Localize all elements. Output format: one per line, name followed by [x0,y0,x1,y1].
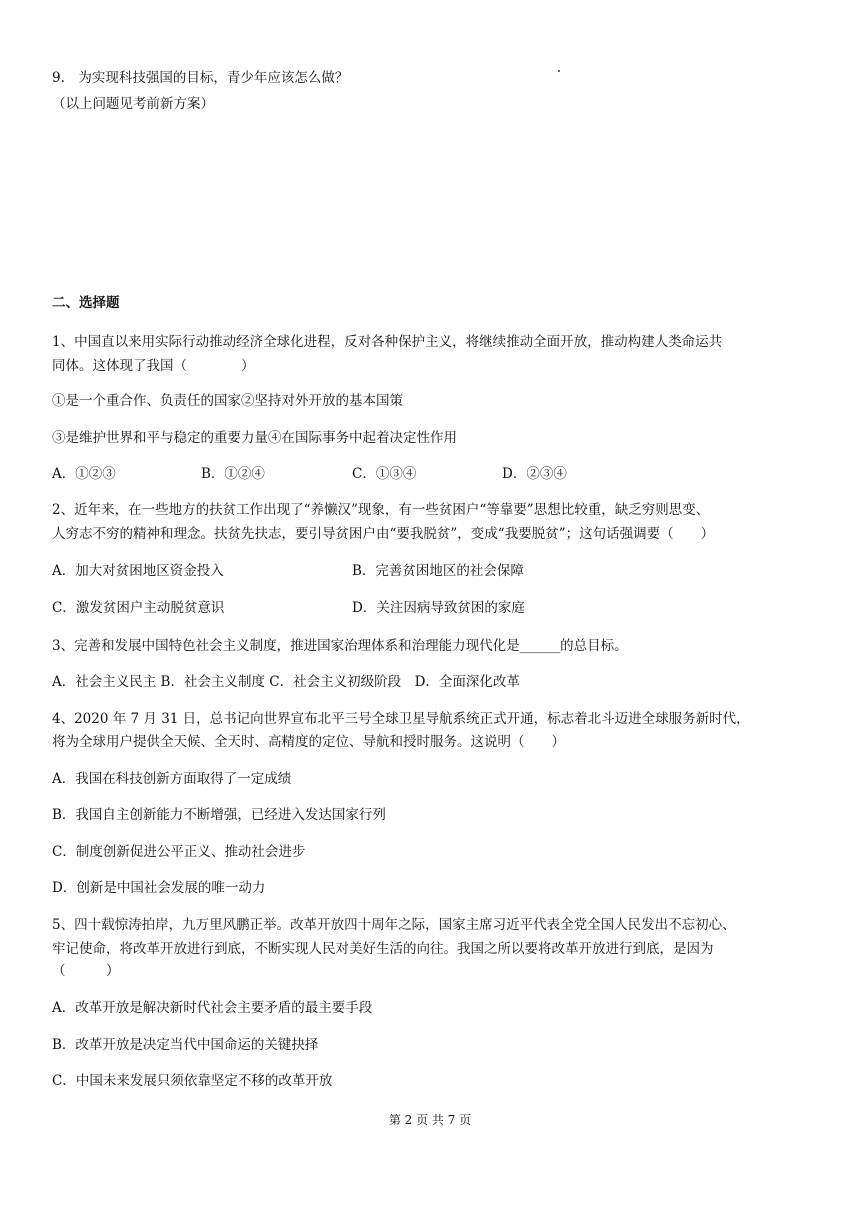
q2-option-b: B．完善贫困地区的社会保障 [352,563,524,579]
q1-option-d: D．②③④ [502,466,567,482]
q2-option-d: D．关注因病导致贫困的家庭 [352,600,525,616]
q4-stem-line1: 4、2020 年 7 月 31 日，总书记向世界宣布北平三号全球卫星导航系统正式开通，标志着北斗迈进全球服务新时代， [52,711,750,727]
q1-stem-line1: 1、中国直以来用实际行动推动经济全球化进程，反对各种保护主义，将继续推动全面开放，推动构建人类命运共 [52,334,723,350]
q4-option-a: A．我国在科技创新方面取得了一定成绩 [52,771,292,787]
q2-option-c: C．激发贫困户主动脱贫意识 [52,600,225,616]
q4-option-b: B．我国自主创新能力不断增强，已经进入发达国家行列 [52,807,386,823]
q2-stem-line2: 人穷志不穷的精神和理念。扶贫先扶志，要引导贫困户由“要我脱贫”，变成“我要脱贫”；这句话强调要（ ） [52,526,715,542]
page-footer: 第 2 页 共 7 页 [388,1113,472,1127]
q3-options: A．社会主义民主 B．社会主义制度 C．社会主义初级阶段 D．全面深化改革 [52,674,520,690]
q4-option-d: D．创新是中国社会发展的唯一动力 [52,880,266,896]
q5-option-a: A．改革开放是解决新时代社会主要矛盾的最主要手段 [52,1000,373,1016]
q9-note: （以上问题见考前新方案） [52,96,214,112]
q4-stem-line2: 将为全球用户提供全天候、全天时、高精度的定位、导航和授时服务。这说明（ ） [52,734,565,750]
q1-stem-line2: 同体。这体现了我国（ ） [52,358,255,374]
section-title: 二、选择题 [52,295,120,311]
q2-stem-line1: 2、近年来，在一些地方的扶贫工作出现了“养懒汉”现象，有一些贫困户“等靠要”思想比较重，缺乏穷则思变、 [52,502,710,518]
q5-stem-line2: 牢记使命，将改革开放进行到底，不断实现人民对美好生活的向往。我国之所以要将改革开放进行到底，是因为 [52,941,714,957]
q5-stem-line1: 5、四十载惊涛拍岸，九万里风鹏正举。改革开放四十周年之际，国家主席习近平代表全党全国人民发出不忘初心、 [52,917,736,933]
q9-text: 9. 为实现科技强国的目标，青少年应该怎么做？ [52,70,349,86]
q1-statement-2: ③是维护世界和平与稳定的重要力量④在国际事务中起着决定性作用 [52,430,457,446]
q5-option-b: B．改革开放是决定当代中国命运的关键抉择 [52,1037,319,1053]
q4-option-c: C．制度创新促进公平正义、推动社会进步 [52,844,306,860]
q2-option-a: A．加大对贫困地区资金投入 [52,563,224,579]
q5-stem-line3: （ ） [52,963,120,979]
stray-dot [558,70,560,72]
q1-option-a: A．①②③ [52,466,116,482]
q1-option-b: B．①②④ [201,466,265,482]
q1-option-c: C．①③④ [352,466,417,482]
q3-stem: 3、完善和发展中国特色社会主义制度，推进国家治理体系和治理能力现代化是______的总目标。 [52,638,628,654]
q5-option-c: C．中国未来发展只须依靠坚定不移的改革开放 [52,1073,333,1089]
q1-statement-1: ①是一个重合作、负责任的国家②坚持对外开放的基本国策 [52,393,403,409]
